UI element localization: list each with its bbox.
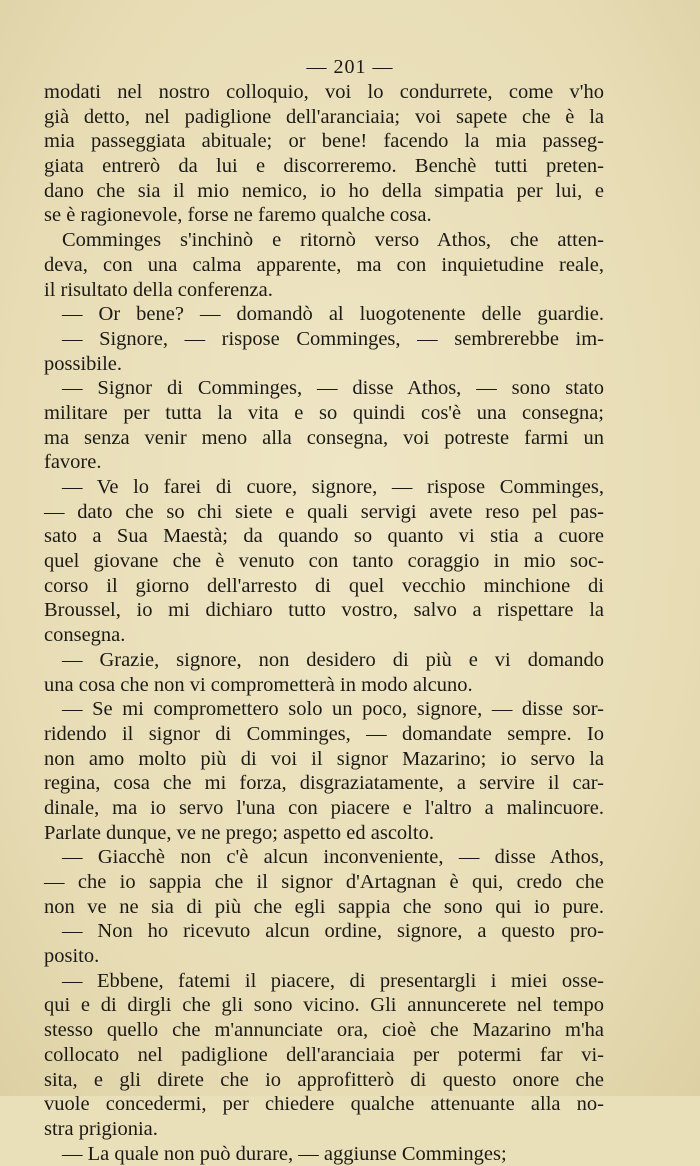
text-line: vuole concedermi, per chiedere qualche attenuante alla no- [44,1093,604,1116]
text-line: non ve ne sia di più che egli sappia che sono qui io pure. [44,895,604,918]
text-line: mia passeggiata abituale; or bene! facendo la mia passeg- [44,130,604,153]
text-line: sato a Sua Maestà; da quando so quanto vi stia a cuore [44,525,604,548]
text-line: favore. [44,451,102,474]
text-line: stesso quello che m'annunciate ora, cioè che Mazarino m'ha [44,1019,604,1042]
text-line: deva, con una calma apparente, ma con inquietudine reale, [44,253,604,276]
text-line: sita, e gli direte che io approfitterò di questo onore che [44,1068,604,1091]
body-text [44,80,604,1166]
page-number: — 201 — [306,56,394,78]
text-line: modati nel nostro colloquio, voi lo condurrete, come v'ho [44,81,604,103]
text-line: — Signor di Comminges, — disse Athos, — sono stato [62,377,604,400]
text-line: consegna. [44,624,126,647]
text-line: Comminges s'inchinò e ritornò verso Athos, che atten- [62,229,604,252]
text-line: già detto, nel padiglione dell'aranciaia; voi sapete che è la [44,105,604,128]
text-line: quel giovane che è venuto con tanto coraggio in mio soc- [44,550,604,573]
text-line: giata entrerò da lui e discorreremo. Benchè tutti preten- [44,155,604,178]
text-line: una cosa che non vi comprometterà in modo alcuno. [44,673,473,696]
text-line: — Giacchè non c'è alcun inconveniente, — disse Athos, [62,846,604,869]
text-line: — Ebbene, fatemi il piacere, di presentargli i miei osse- [62,969,604,992]
text-line: — La quale non può durare, — aggiunse Comminges; [62,1142,507,1165]
text-line: — dato che so chi siete e quali servigi avete reso pel pas- [44,500,604,523]
text-line: il risultato della conferenza. [44,278,273,301]
text-line: — Signore, — rispose Comminges, — sembrerebbe im- [62,327,604,350]
text-line: — Non ho ricevuto alcun ordine, signore, a questo pro- [62,920,604,943]
text-line: ridendo il signor di Comminges, — domandate sempre. Io [44,722,604,745]
text-line: possibile. [44,352,123,375]
text-line: ma senza venir meno alla consegna, voi potreste farmi un [44,426,604,449]
text-line: dano che sia il mio nemico, io ho della simpatia per lui, e [44,179,604,202]
text-line: qui e di dirgli che gli sono vicino. Gli annuncerete nel tempo [44,994,604,1017]
text-line: dinale, ma io servo l'una con piacere e l'altro a malincuore. [44,796,604,819]
text-line: collocato nel padiglione dell'aranciaia per potermi far vi- [44,1043,604,1066]
text-line: — Se mi compromettero solo un poco, signore, — disse sor- [62,698,604,721]
text-line: non amo molto più di voi il signor Mazarino; io servo la [44,747,604,770]
text-line: — Grazie, signore, non desidero di più e vi domando [62,648,604,671]
text-line: Broussel, io mi dichiaro tutto vostro, salvo a rispettare la [44,599,604,622]
text-line: stra prigionia. [44,1117,158,1140]
text-line: corso il giorno dell'arresto di quel vecchio minchione di [44,574,604,597]
text-line: — Ve lo farei di cuore, signore, — rispose Comminges, [62,476,604,498]
text-line: — che io sappia che il signor d'Artagnan è qui, credo che [44,871,604,893]
text-line: posito. [44,945,100,968]
text-line: se è ragionevole, forse ne faremo qualche cosa. [44,204,432,227]
text-line: — Or bene? — domandò al luogotenente delle guardie. [62,303,604,326]
text-line: militare per tutta la vita e so quindi cos'è una consegna; [44,401,604,424]
text-line: Parlate dunque, ve ne prego; aspetto ed ascolto. [44,821,434,844]
text-line: regina, cosa che mi forza, disgraziatamente, a servire il car- [44,772,604,795]
